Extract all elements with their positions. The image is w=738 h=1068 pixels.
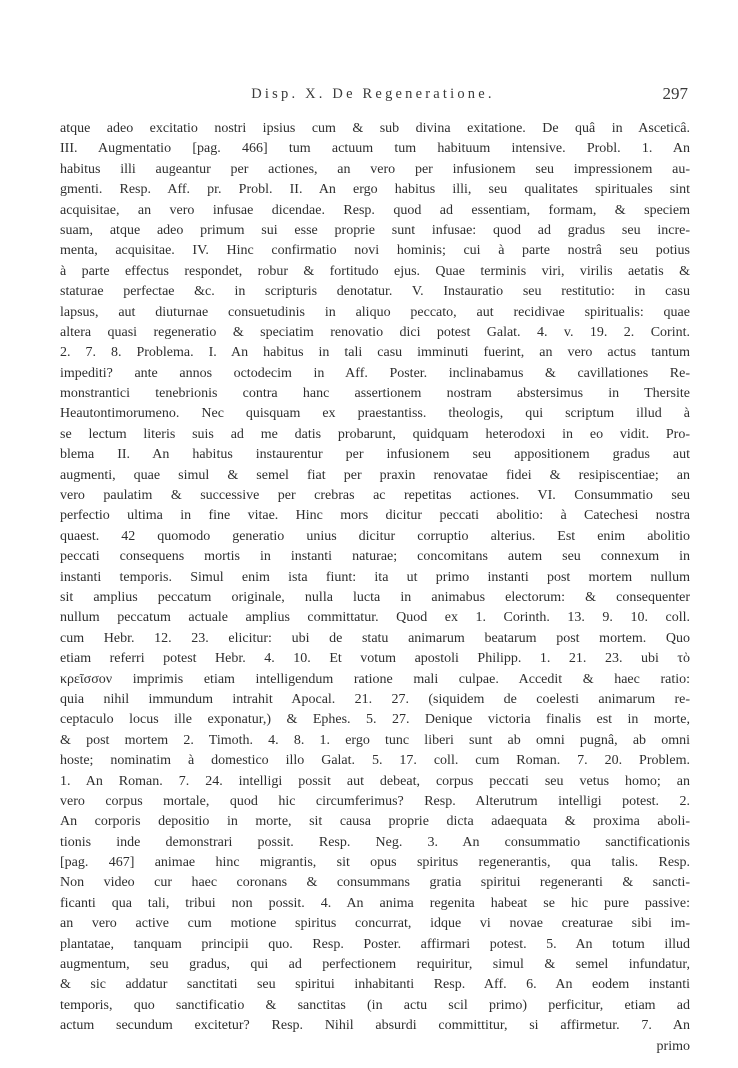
- text-line: vero corpus mortale, quod hic circumferimus? Resp. Alterutrum intelligi potest. 2.: [60, 793, 690, 809]
- text-line: lapsus, aut diuturnae consuetudinis in aliquo peccato, aut recidivae spiritualis: quae: [60, 304, 690, 320]
- text-line: augmenti, quae simul & semel fiat per praxin renovatae fidei & resipiscentiae; an: [60, 467, 690, 483]
- text-line: blema II. An habitus instaurentur per infusionem seu appositionem gradus aut: [60, 447, 690, 463]
- text-line: nullum peccatum actuale amplius committatur. Quod ex 1. Corinth. 13. 9. 10. coll.: [60, 610, 690, 626]
- text-line: an vero active cum motione spiritus concurrat, idque vi novae creaturae sibi im-: [60, 916, 690, 932]
- text-line: se lectum literis suis ad me datis probarunt, quidquam heterodoxi in eo vidit. Pro-: [60, 426, 690, 442]
- text-line: impediti? ante annos octodecim in Aff. Poster. inclinabamus & cavillationes Re-: [60, 365, 690, 381]
- text-line: III. Augmentatio [pag. 466] tum actuum tum habituum intensive. Probl. 1. An: [60, 141, 690, 157]
- text-line: monstrantici tenebrionis contra hanc assertionem nostram abstersimus in Thersite: [60, 386, 690, 402]
- text-line: plantatae, tanquam principii quo. Resp. Poster. affirmari potest. 5. An totum illud: [60, 936, 690, 952]
- text-line: primo: [656, 1038, 690, 1054]
- text-line: κρεῖσσον imprimis etiam intelligendum ratione mali culpae. Accedit & haec ratio:: [60, 671, 690, 687]
- text-line: etiam referri potest Hebr. 4. 10. Et votum apostoli Philipp. 1. 21. 23. ubi τὸ: [60, 651, 690, 667]
- text-line: staturae perfectae &c. in scripturis denotatur. V. Instauratio seu restitutio: in casu: [60, 284, 690, 300]
- page-header: [58, 86, 688, 106]
- text-line: 2. 7. 8. Problema. I. An habitus in tali casu imminuti fuerint, an vero actus tantum: [60, 345, 690, 361]
- text-line: Non video cur haec coronans & consummans gratia spiritui regeneranti & sancti-: [60, 875, 690, 891]
- text-line: habitus illi augeantur per actiones, an vero per infusionem seu impressionem au-: [60, 161, 690, 177]
- text-line: [pag. 467] animae hinc migrantis, sit opus spiritus regenerantis, qua talis. Resp.: [60, 855, 690, 871]
- text-line: menta, acquisitae. IV. Hinc confirmatio novi hominis; cui à parte nostrâ seu potius: [60, 243, 690, 259]
- text-line: cum Hebr. 12. 23. elicitur: ubi de statu animarum beatarum post mortem. Quo: [60, 630, 690, 646]
- text-line: An corporis depositio in morte, sit causa proprie dicta adaequata & proxima aboli-: [60, 814, 690, 830]
- text-line: quia nihil immundum intrahit Apocal. 21. 27. (siquidem de coelesti animarum re-: [60, 691, 690, 707]
- page-number: 297: [662, 84, 688, 103]
- text-line: temporis, quo sanctificatio & sanctitas (in actu scil primo) perficitur, etiam ad: [60, 997, 690, 1013]
- text-line: sit amplius peccatum originale, nulla lucta in animabus electorum: & consequenter: [60, 589, 690, 605]
- text-line: altera quasi regeneratio & speciatim renovatio dici potest Galat. 4. v. 19. 2. Corint.: [60, 324, 690, 340]
- text-line: tionis inde demonstrari possit. Resp. Neg. 3. An consummatio sanctificationis: [60, 834, 690, 850]
- body-text: [60, 119, 690, 1057]
- text-line: perfectio ultima in fine vitae. Hinc mors dicitur peccati abolitio: à Catechesi nostra: [60, 508, 690, 524]
- text-line: instanti temporis. Simul enim ista fiunt: ita ut primo instanti post mortem nullum: [60, 569, 690, 585]
- text-line: actum secundum excitetur? Resp. Nihil absurdi committitur, si affirmetur. 7. An: [60, 1018, 690, 1034]
- text-line: peccati consequens mortis in instanti naturae; concomitans autem seu connexum in: [60, 549, 690, 565]
- text-line: atque adeo excitatio nostri ipsius cum & sub divina exitatione. De quâ in Asceticâ.: [60, 121, 690, 136]
- text-line: ceptaculo locus ille exponatur,) & Ephes. 5. 27. Denique victoria finalis est in morte,: [60, 712, 690, 728]
- running-title: Disp. X. De Regeneratione.: [251, 86, 495, 102]
- text-line: hoste; nominatim à domestico illo Galat. 5. 17. coll. cum Roman. 7. 20. Problem.: [60, 753, 690, 769]
- text-line: gmenti. Resp. Aff. pr. Probl. II. An ergo habitus illi, seu qualitates spirituales sint: [60, 182, 690, 198]
- text-line: à parte effectus respondet, robur & fortitudo ejus. Quae terminis viri, virilis aetatis &: [60, 263, 690, 279]
- text-line: & post mortem 2. Timoth. 4. 8. 1. ergo tunc liberi sunt ab omni pugnâ, ab omni: [60, 732, 690, 748]
- text-line: acquisitae, an vero infusae dicendae. Resp. quod ad essentiam, formam, & speciem: [60, 202, 690, 218]
- text-line: quaest. 42 quomodo generatio unius dicitur corruptio alterius. Est enim abolitio: [60, 528, 690, 544]
- text-line: vero paulatim & successive per crebras ac repetitas actiones. VI. Consummatio seu: [60, 488, 690, 504]
- text-line: augmentum, seu gradus, qui ad perfectionem requiritur, simul & semel infundatur,: [60, 957, 690, 973]
- text-line: Heautontimorumeno. Nec quisquam ex praestantiss. theologis, qui scriptum illud à: [60, 406, 690, 422]
- text-line: ficanti qua tali, tribui non possit. 4. An anima regenita habeat se hic pure passive:: [60, 895, 690, 911]
- text-line: suam, atque adeo primum sui esse proprie sunt infusae: quod ad gradus seu incre-: [60, 222, 690, 238]
- text-line: 1. An Roman. 7. 24. intelligi possit aut debeat, corpus peccati seu vetus homo; an: [60, 773, 690, 789]
- text-line: & sic addatur sanctitati seu spiritui inhabitanti Resp. Aff. 6. An eodem instanti: [60, 977, 690, 993]
